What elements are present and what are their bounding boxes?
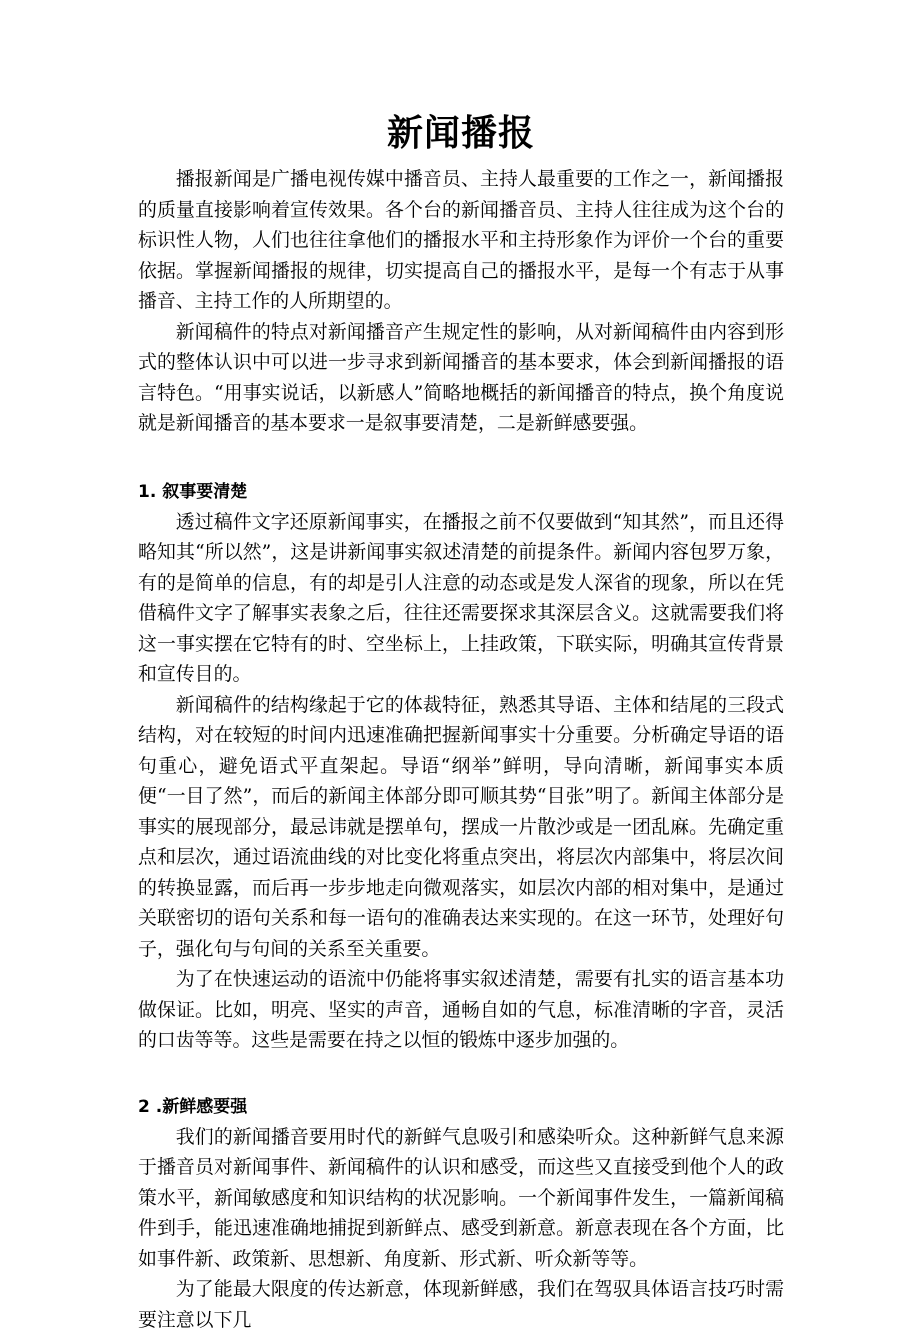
section-2-paragraph-1: 我们的新闻播音要用时代的新鲜气息吸引和感染听众。这种新鲜气息来源于播音员对新闻事件、新闻稿件的认识和感受，而这些又直接受到他个人的政策水平，新闻敏感度和知识结构的状况影响。一个新闻事件发生，一篇新闻稿件到手，能迅速准确地捕捉到新鲜点、感受到新意。新意表现在各个方面，比如事件新、政策新、思想新、角度新、形式新、听众新等等。	[138, 1125, 784, 1270]
section-1-paragraph-1: 透过稿件文字还原新闻事实，在播报之前不仅要做到“知其然”，而且还得略知其“所以然”，这是讲新闻事实叙述清楚的前提条件。新闻内容包罗万象，有的是简单的信息，有的却是引人注意的动态或是发人深省的现象，所以在凭借稿件文字了解事实表象之后，往往还需要探求其深层含义。这就需要我们将这一事实摆在它特有的时、空坐标上，上挂政策，下联实际，明确其宣传背景和宣传目的。	[138, 510, 784, 685]
section-heading-1: 1. 叙事要清楚	[138, 481, 248, 502]
section-heading-2: 2 .新鲜感要强	[138, 1096, 248, 1117]
document-title: 新闻播报	[386, 112, 535, 154]
intro-paragraph-1: 播报新闻是广播电视传媒中播音员、主持人最重要的工作之一，新闻播报的质量直接影响着宣传效果。各个台的新闻播音员、主持人往往成为这个台的标识性人物，人们也往往拿他们的播报水平和主持形象作为评价一个台的重要依据。掌握新闻播报的规律，切实提高自己的播报水平，是每一个有志于从事播音、主持工作的人所期望的。	[138, 168, 784, 312]
section-1-paragraph-3: 为了在快速运动的语流中仍能将事实叙述清楚，需要有扎实的语言基本功做保证。比如，明亮、坚实的声音，通畅自如的气息，标准清晰的字音，灵活的口齿等等。这些是需要在持之以恒的锻炼中逐步加强的。	[138, 968, 784, 1051]
section-2-paragraph-2: 为了能最大限度的传达新意，体现新鲜感，我们在驾驭具体语言技巧时需要注意以下几	[138, 1278, 784, 1331]
spacer	[138, 1056, 784, 1092]
spacer	[138, 439, 784, 477]
document-page	[138, 108, 784, 1335]
intro-paragraph-2: 新闻稿件的特点对新闻播音产生规定性的影响，从对新闻稿件由内容到形式的整体认识中可以进一步寻求到新闻播音的基本要求，体会到新闻播报的语言特色。“用事实说话，以新感人”简略地概括的新闻播音的特点，换个角度说就是新闻播音的基本要求一是叙事要清楚，二是新鲜感要强。	[138, 320, 784, 434]
section-1-paragraph-2: 新闻稿件的结构缘起于它的体裁特征，熟悉其导语、主体和结尾的三段式结构，对在较短的时间内迅速准确把握新闻事实十分重要。分析确定导语的语句重心，避免语式平直架起。导语“纲举”鲜明，导向清晰，新闻事实本质便“一目了然”，而后的新闻主体部分即可顺其势“目张”明了。新闻主体部分是事实的展现部分，最忌讳就是摆单句，摆成一片散沙或是一团乱麻。先确定重点和层次，通过语流曲线的对比变化将重点突出，将层次内部集中，将层次间的转换显露，而后再一步步地走向微观落实，如层次内部的相对集中，是通过关联密切的语句关系和每一语句的准确表达来实现的。在这一环节，处理好句子，强化句与句间的关系至关重要。	[138, 693, 784, 960]
